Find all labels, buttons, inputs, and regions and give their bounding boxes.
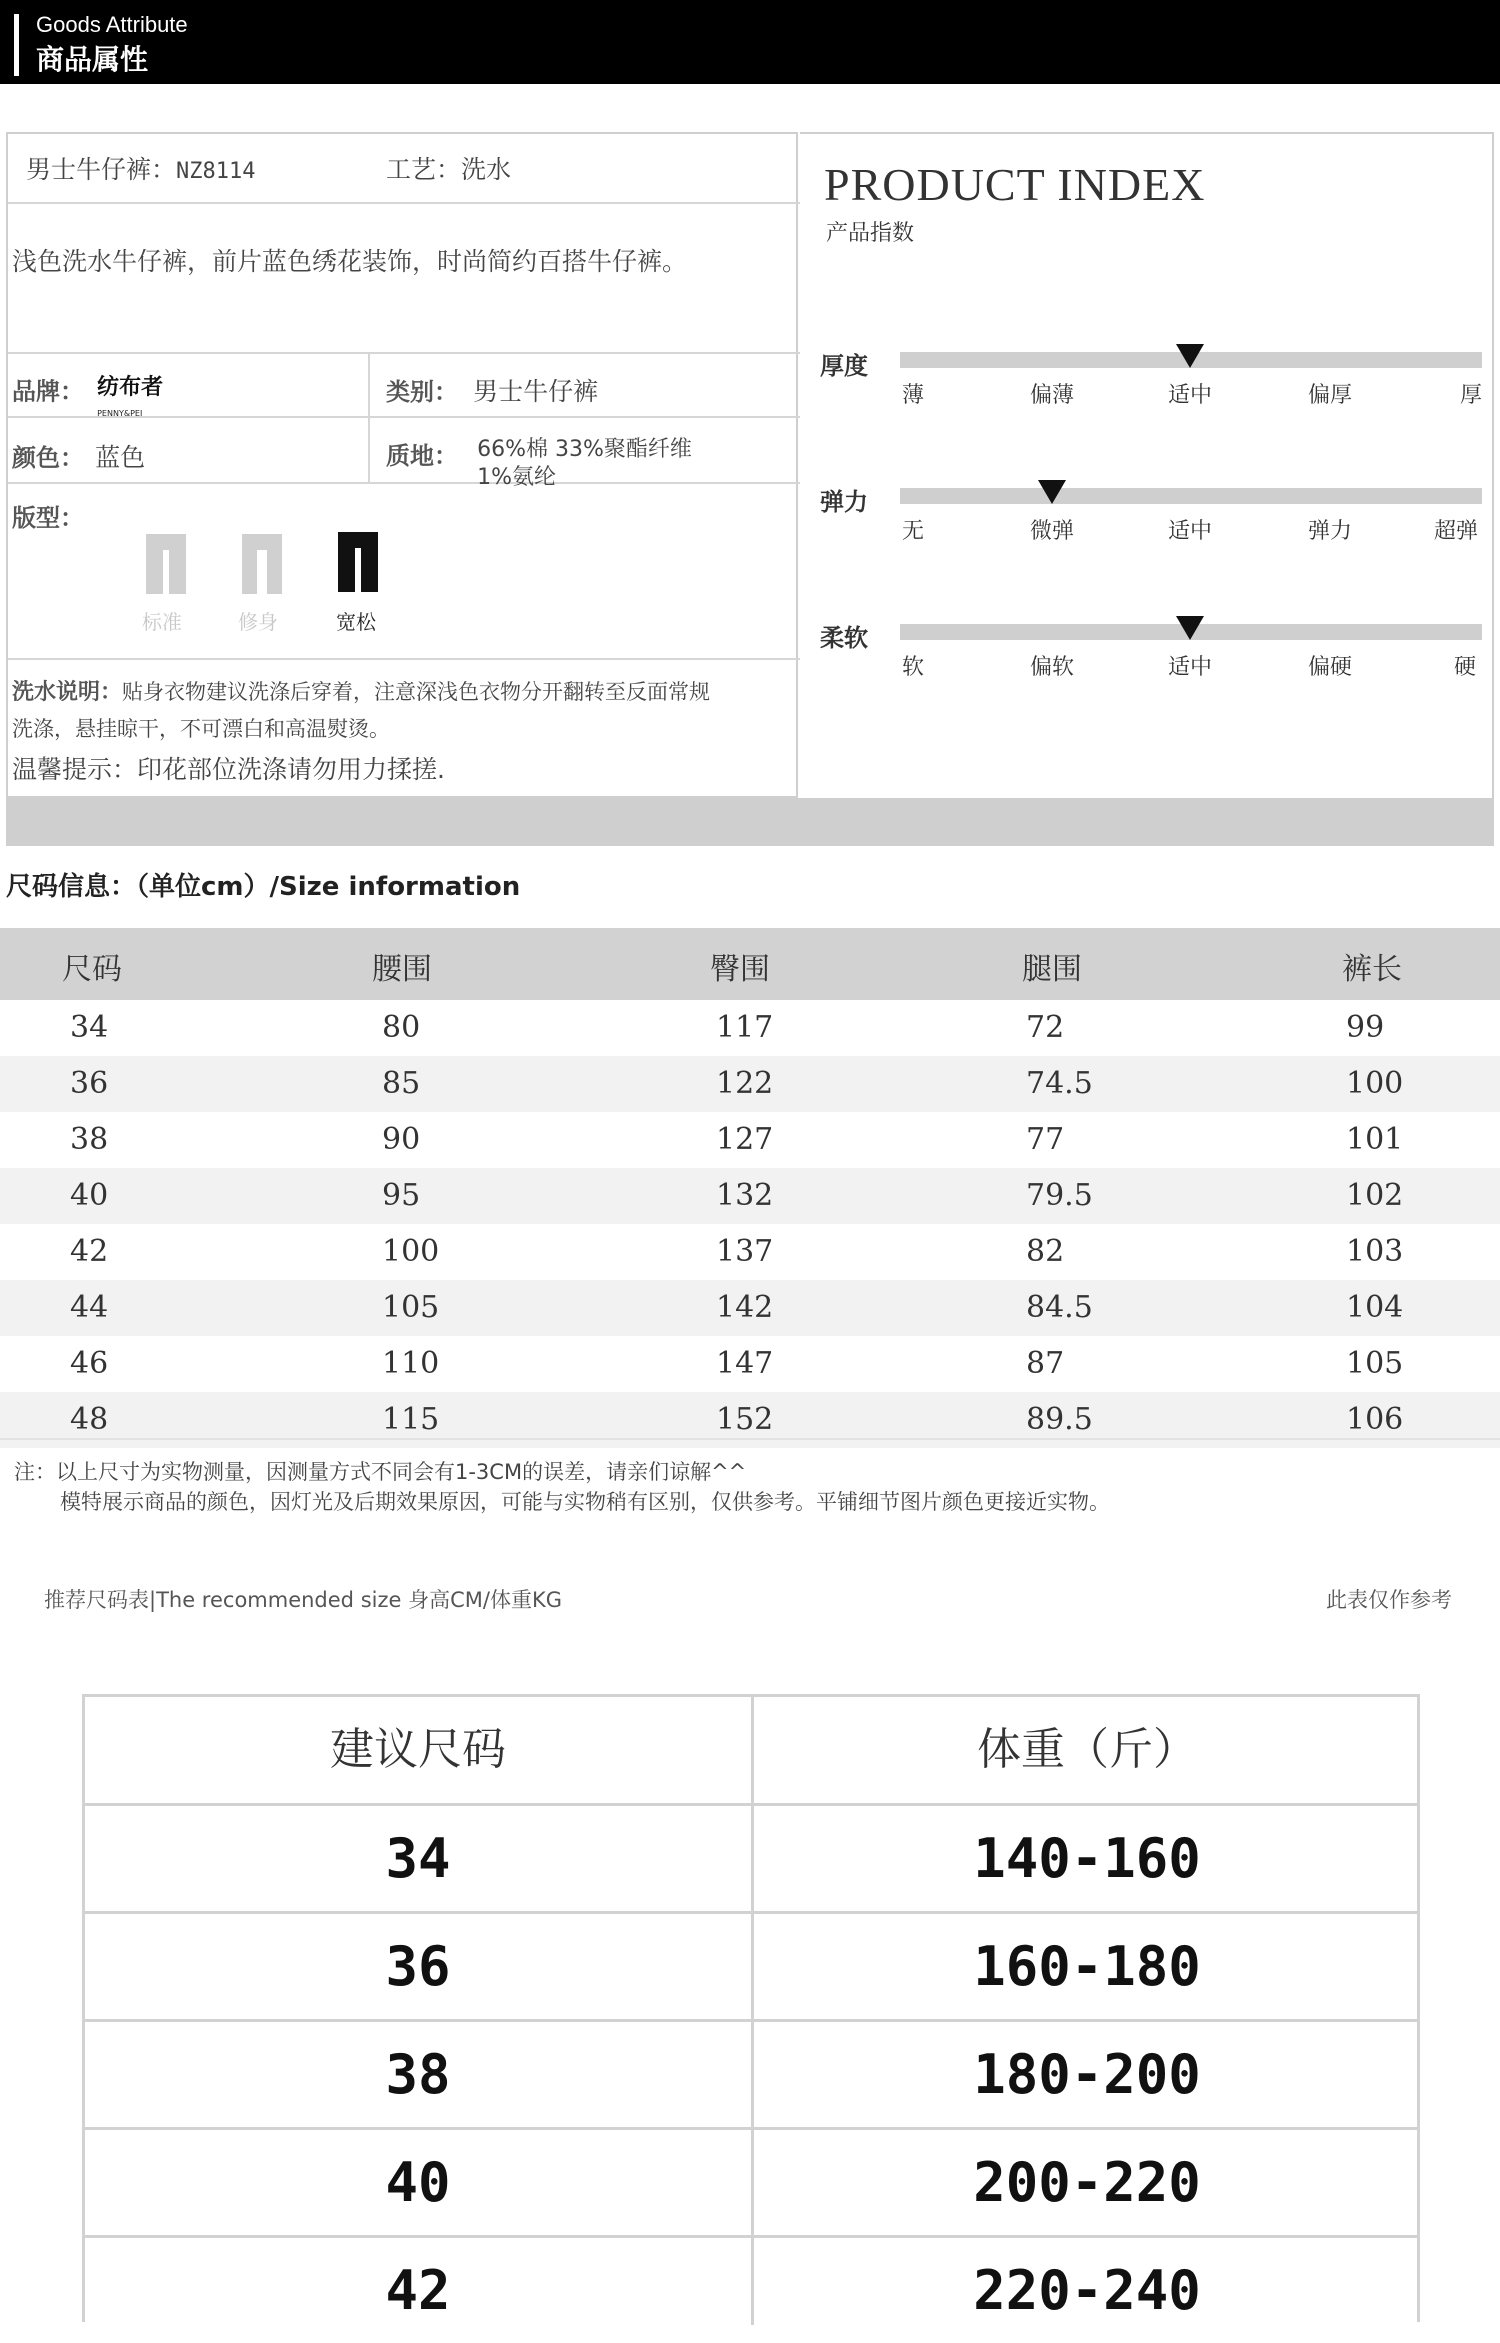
size-cell-hip: 142 [716, 1290, 774, 1325]
recommend-header-weight: 体重（斤） [977, 1724, 1197, 1775]
size-cell-length: 101 [1346, 1122, 1404, 1157]
size-cell-waist: 105 [382, 1290, 440, 1325]
size-cell-thigh: 79.5 [1026, 1178, 1093, 1213]
header-title-cn: 商品属性 [36, 43, 149, 76]
size-info-title: 尺码信息：（单位cm）/Size information [6, 872, 521, 902]
material-label: 质地： [386, 442, 458, 470]
recommend-cell-size: 34 [385, 1827, 451, 1890]
size-cell-waist: 110 [382, 1346, 440, 1381]
size-cell-waist: 115 [382, 1402, 440, 1437]
craft-label: 工艺： [386, 155, 462, 184]
index-thickness-scale-2: 适中 [1168, 383, 1213, 408]
recommend-cell-size: 36 [385, 1935, 451, 1998]
recommend-cell-weight: 180-200 [973, 2043, 1201, 2106]
brand-logo [97, 370, 163, 420]
index-softness-scale-1: 偏软 [1030, 655, 1075, 680]
attribute-panel [6, 132, 798, 798]
size-cell-size: 36 [70, 1066, 109, 1101]
product-index-title: PRODUCT INDEX [824, 159, 1206, 210]
size-cell-length: 102 [1346, 1178, 1404, 1213]
size-header-size: 尺码 [62, 952, 122, 987]
index-thickness-scale-3: 偏厚 [1308, 383, 1353, 408]
craft-value: 洗水 [461, 155, 512, 184]
size-cell-size: 40 [70, 1178, 109, 1213]
size-cell-thigh: 89.5 [1026, 1402, 1093, 1437]
index-elasticity-scale-0: 无 [902, 519, 925, 544]
size-cell-thigh: 74.5 [1026, 1066, 1093, 1101]
wash-text-1: 贴身衣物建议洗涤后穿着，注意深浅色衣物分开翻转至反面常规 [122, 680, 711, 704]
recommend-cell-weight: 160-180 [973, 1935, 1201, 1998]
recommend-header-size: 建议尺码 [330, 1724, 506, 1775]
product-code: NZ8114 [176, 159, 256, 184]
product-index-panel [800, 132, 1494, 798]
section-divider-band [6, 798, 1494, 846]
size-note-2: 模特展示商品的颜色，因灯光及后期效果原因，可能与实物稍有区别，仅供参考。平铺细节图片颜色更接近实物。 [60, 1490, 1110, 1514]
index-softness-scale-2: 适中 [1168, 655, 1213, 680]
material-value [477, 436, 692, 492]
fit-standard-icon [146, 534, 186, 594]
size-cell-thigh: 82 [1026, 1234, 1065, 1269]
wash-instructions [12, 674, 798, 747]
size-cell-waist: 85 [382, 1066, 421, 1101]
recommend-cell-weight: 220-240 [973, 2259, 1201, 2322]
size-cell-size: 46 [70, 1346, 109, 1381]
index-thickness-label: 厚度 [820, 352, 868, 380]
size-cell-length: 105 [1346, 1346, 1404, 1381]
size-table-row [0, 1224, 1500, 1280]
wash-text-2: 洗涤，悬挂晾干，不可漂白和高温熨烫。 [12, 717, 390, 741]
size-cell-size: 38 [70, 1122, 109, 1157]
size-cell-length: 100 [1346, 1066, 1404, 1101]
material-line-2: 1%氨纶 [477, 465, 556, 490]
index-thickness-scale-1: 偏薄 [1030, 383, 1075, 408]
index-softness-label: 柔软 [820, 624, 868, 652]
size-cell-waist: 95 [382, 1178, 421, 1213]
recommend-title: 推荐尺码表|The recommended size 身高CM/体重KG [44, 1588, 562, 1612]
product-label: 男士牛仔裤： [26, 155, 177, 184]
size-cell-hip: 127 [716, 1122, 774, 1157]
size-cell-size: 48 [70, 1402, 109, 1437]
index-softness-scale-0: 软 [902, 655, 925, 680]
wash-label: 洗水说明： [12, 680, 123, 705]
index-elasticity-scale-2: 适中 [1168, 519, 1213, 544]
index-thickness-scale-4: 厚 [1460, 383, 1483, 408]
size-cell-waist: 100 [382, 1234, 440, 1269]
fit-loose-icon [338, 532, 378, 592]
index-elasticity-scale-1: 微弹 [1030, 519, 1075, 544]
size-header-thigh: 腿围 [1022, 952, 1082, 987]
index-softness-scale-4: 硬 [1454, 655, 1477, 680]
size-cell-hip: 152 [716, 1402, 774, 1437]
index-elasticity-label: 弹力 [820, 488, 868, 516]
size-cell-length: 103 [1346, 1234, 1404, 1269]
index-softness-marker [1176, 616, 1204, 640]
size-cell-hip: 137 [716, 1234, 774, 1269]
material-row [386, 436, 692, 492]
product-index-subtitle: 产品指数 [826, 221, 915, 246]
size-cell-thigh: 72 [1026, 1010, 1065, 1045]
header-accent-bar [14, 14, 19, 76]
size-cell-length: 104 [1346, 1290, 1404, 1325]
size-table-row [0, 1112, 1500, 1168]
size-table-bottom-line [0, 1438, 1500, 1440]
product-code-row [26, 150, 256, 186]
size-table-row [0, 1000, 1500, 1056]
recommend-cell-weight: 200-220 [973, 2151, 1201, 2214]
color-label: 颜色： [12, 444, 84, 472]
index-elasticity-marker [1038, 480, 1066, 504]
brand-label: 品牌： [12, 377, 84, 406]
size-cell-length: 106 [1346, 1402, 1404, 1437]
size-cell-waist: 80 [382, 1010, 421, 1045]
recommend-ref-note: 此表仅作参考 [1326, 1588, 1452, 1612]
recommend-cell-weight: 140-160 [973, 1827, 1201, 1890]
size-cell-thigh: 77 [1026, 1122, 1065, 1157]
category-label: 类别： [386, 378, 458, 406]
size-table-row [0, 1280, 1500, 1336]
warm-tip: 温馨提示：印花部位洗涤请勿用力揉搓. [12, 755, 445, 784]
category-value: 男士牛仔裤 [473, 377, 599, 406]
size-cell-waist: 90 [382, 1122, 421, 1157]
goods-attribute-header [0, 0, 1500, 84]
size-cell-hip: 147 [716, 1346, 774, 1381]
fit-slim-icon [242, 534, 282, 594]
color-row [12, 438, 145, 474]
size-note-1: 注：以上尺寸为实物测量，因测量方式不同会有1-3CM的误差，请亲们谅解^^ [14, 1460, 747, 1484]
fit-slim-label: 修身 [238, 610, 278, 634]
brand-sub: PENNY&PEI [97, 409, 143, 418]
size-table-row [0, 1168, 1500, 1224]
material-line-1: 66%棉 33%聚酯纤维 [477, 437, 692, 462]
brand-row [12, 370, 163, 420]
size-header-waist: 腰围 [372, 952, 432, 987]
size-cell-size: 44 [70, 1290, 109, 1325]
size-table-row [0, 1056, 1500, 1112]
size-cell-thigh: 84.5 [1026, 1290, 1093, 1325]
size-cell-hip: 122 [716, 1066, 774, 1101]
recommend-cell-size: 38 [385, 2043, 451, 2106]
size-cell-size: 34 [70, 1010, 109, 1045]
fit-loose-label: 宽松 [336, 610, 376, 634]
recommend-cell-size: 40 [385, 2151, 451, 2214]
brand-name: 纺布者 [97, 375, 164, 400]
index-thickness-marker [1176, 344, 1204, 368]
size-cell-hip: 132 [716, 1178, 774, 1213]
color-value: 蓝色 [95, 443, 146, 472]
index-elasticity-track [900, 488, 1482, 504]
product-description: 浅色洗水牛仔裤，前片蓝色绣花装饰，时尚简约百搭牛仔裤。 [12, 247, 688, 276]
recommend-cell-size: 42 [385, 2259, 451, 2322]
index-softness-scale-3: 偏硬 [1308, 655, 1353, 680]
craft-row [386, 150, 511, 186]
size-header-length: 裤长 [1342, 952, 1402, 987]
category-row [386, 372, 598, 408]
size-cell-hip: 117 [716, 1010, 774, 1045]
size-table-row [0, 1336, 1500, 1392]
header-title-en: Goods Attribute [36, 12, 188, 37]
size-cell-size: 42 [70, 1234, 109, 1269]
size-cell-length: 99 [1346, 1010, 1385, 1045]
fit-label: 版型： [12, 504, 84, 532]
index-thickness-scale-0: 薄 [902, 383, 925, 408]
index-elasticity-scale-3: 弹力 [1308, 519, 1353, 544]
size-table-header [0, 928, 1500, 1000]
size-header-hip: 臀围 [710, 952, 770, 987]
recommend-table [82, 1694, 1420, 2322]
size-cell-thigh: 87 [1026, 1346, 1065, 1381]
fit-standard-label: 标准 [142, 610, 182, 634]
index-elasticity-scale-4: 超弹 [1434, 519, 1479, 544]
